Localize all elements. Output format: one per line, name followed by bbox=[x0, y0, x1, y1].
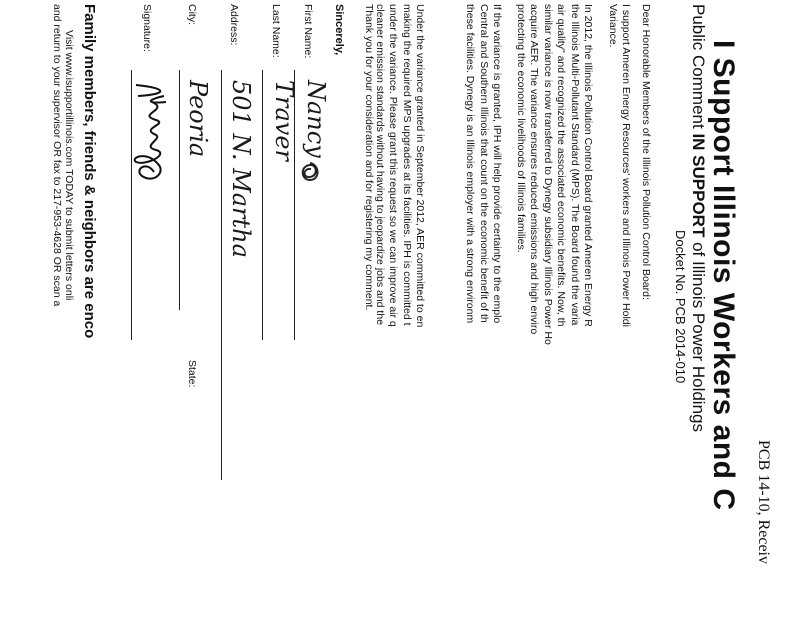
first-name-label: First Name: bbox=[302, 4, 314, 59]
footer-instructions-2: and return to your supervisor OR fax to 217-953-4628 OR scan a bbox=[51, 4, 63, 307]
city-label: City: bbox=[186, 4, 198, 25]
signature-label: Signature: bbox=[141, 4, 153, 52]
salutation: Dear Honorable Members of the Illinois Pollution Control Board: bbox=[640, 4, 652, 300]
state-label: State: bbox=[186, 360, 198, 388]
city-line bbox=[179, 70, 180, 310]
paragraph-commitment: Under the variance granted in September 2012, AER committed to en making the required MPS upgrades at its facilities. IPH is committed t under the variance. Please grant this request so we can improve air q cleaner emission standards without having to jeopardize jobs and the bbox=[373, 4, 426, 328]
scribble-mark bbox=[293, 160, 322, 184]
paragraph-variance-history: In 2012, the Illinois Pollution Control Board granted Ameren Energy R the Illinois Multi-Pollutant Standard (MPS). The Board found the varia air quality" and recognized the associated economic benefits. Now, th similar variance is now transferred to Dynegy subsidiary Illinois Power Ho acquire AER. The variance ensures reduced emissions and high enviro protecting the economic livelihoods of Illinois families. bbox=[514, 4, 594, 345]
address-line bbox=[221, 70, 222, 480]
thank-you-line: Thank you for your consideration and for registering my comment. bbox=[363, 4, 375, 311]
last-name-line bbox=[262, 70, 263, 340]
closing: Sincerely, bbox=[333, 4, 345, 56]
subtitle-prefix: Public Comment bbox=[689, 4, 708, 134]
signature-line bbox=[131, 70, 132, 340]
city-value: Peoria bbox=[184, 80, 212, 158]
paragraph-certainty: If the variance is granted, IPH will help provide certainty to the emplo Central and Southern Illinois that count on the economic benefit of th these facilities. Dynegy is an Illinois employer with a strong environm bbox=[464, 4, 503, 324]
docket-number: Docket No. PCB 2014-010 bbox=[673, 230, 688, 384]
address-label: Address: bbox=[228, 4, 240, 46]
last-name-value: Traver bbox=[270, 80, 298, 162]
address-value: 501 N. Martha bbox=[227, 80, 255, 258]
support-statement: I support Ameren Energy Resources' workers and Illinois Power Holdi Variance. bbox=[607, 4, 632, 327]
filing-stamp: PCB 14-10, Receiv bbox=[755, 440, 772, 564]
document-title: I Support Illinois Workers and C bbox=[707, 40, 740, 511]
footer-instructions-1: Visit www.isupportillinois.com TODAY to submit letters onli bbox=[63, 30, 75, 301]
first-name-value: Nancy bbox=[302, 80, 330, 158]
last-name-label: Last Name: bbox=[270, 4, 282, 58]
subtitle-emphasis: IN SUPPORT bbox=[689, 133, 708, 238]
signature-image bbox=[128, 80, 176, 190]
document-subtitle bbox=[688, 4, 708, 432]
subtitle-suffix: of Illinois Power Holdings bbox=[689, 237, 708, 432]
footer-headline: Family members, friends & neighbors are enco bbox=[81, 4, 98, 339]
